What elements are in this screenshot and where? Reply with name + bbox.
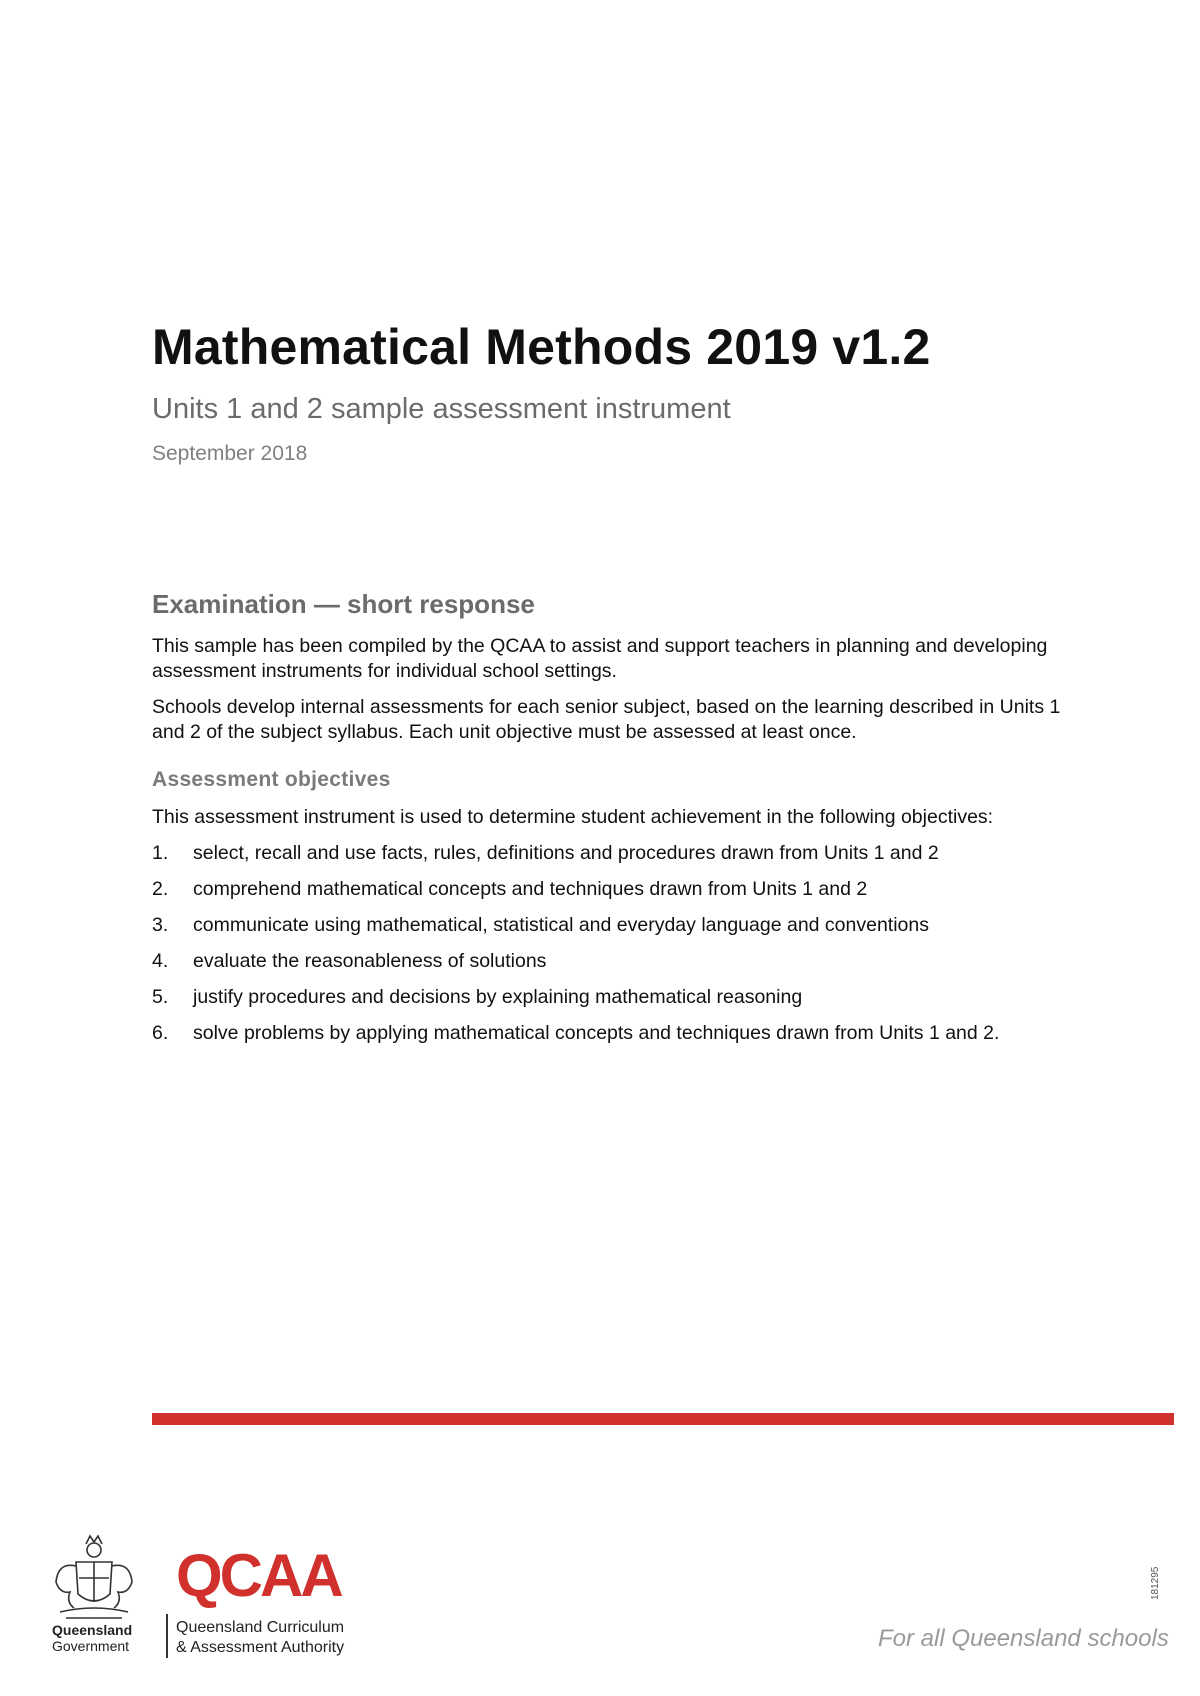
document-subtitle: Units 1 and 2 sample assessment instrument [152,393,731,425]
section-heading: Examination — short response [152,589,535,619]
qld-label-line1: Queensland [52,1622,133,1638]
document-number: 181295 [1150,1566,1161,1600]
objective-number: 4. [152,950,169,972]
objective-number: 2. [152,878,169,900]
objective-text: select, recall and use facts, rules, definitions and procedures drawn from Units 1 and 2 [193,842,939,864]
objectives-intro: This assessment instrument is used to determine student achievement in the following objectives: [152,806,994,828]
objective-number: 6. [152,1022,169,1044]
intro-paragraph-1: This sample has been compiled by the QCAA to assist and support teachers in planning and developing assessment instruments for individual school settings. [152,635,1048,682]
objective-number: 5. [152,986,169,1008]
objective-item [152,841,1082,866]
footer-tagline: For all Queensland schools [878,1625,1169,1652]
qcaa-name [176,1618,344,1658]
objective-number: 3. [152,914,169,936]
document-title: Mathematical Methods 2019 v1.2 [152,319,931,375]
objective-item [152,1021,1082,1046]
intro-paragraph-2: Schools develop internal assessments for each senior subject, based on the learning described in Units 1 and 2 of the subject syllabus. Each unit objective must be assessed at least once. [152,696,1061,743]
objective-item [152,949,1082,974]
queensland-crest-icon [46,1532,142,1622]
objective-item [152,877,1082,902]
qcaa-name-line2: & Assessment Authority [176,1639,345,1656]
logo-divider [166,1614,168,1658]
red-divider-bar [152,1413,1174,1425]
qcaa-name-line1: Queensland Curriculum [176,1619,345,1636]
objective-text: comprehend mathematical concepts and techniques drawn from Units 1 and 2 [193,878,868,900]
qld-label-line2: Government [52,1638,130,1654]
objectives-list [152,841,1082,1046]
objective-item [152,913,1082,938]
qcaa-logo: QCAA [176,1542,341,1609]
document-date: September 2018 [152,442,308,465]
objective-item [152,985,1082,1010]
objective-text: evaluate the reasonableness of solutions [193,950,547,972]
footer-logos [46,1532,406,1662]
objective-text: justify procedures and decisions by explaining mathematical reasoning [193,986,803,1008]
objective-text: solve problems by applying mathematical concepts and techniques drawn from Units 1 and 2. [193,1022,1000,1044]
objective-number: 1. [152,842,169,864]
objectives-heading: Assessment objectives [152,768,391,791]
qld-government-label [52,1622,132,1654]
main-content [152,588,1082,1057]
objective-text: communicate using mathematical, statistical and everyday language and conventions [193,914,930,936]
